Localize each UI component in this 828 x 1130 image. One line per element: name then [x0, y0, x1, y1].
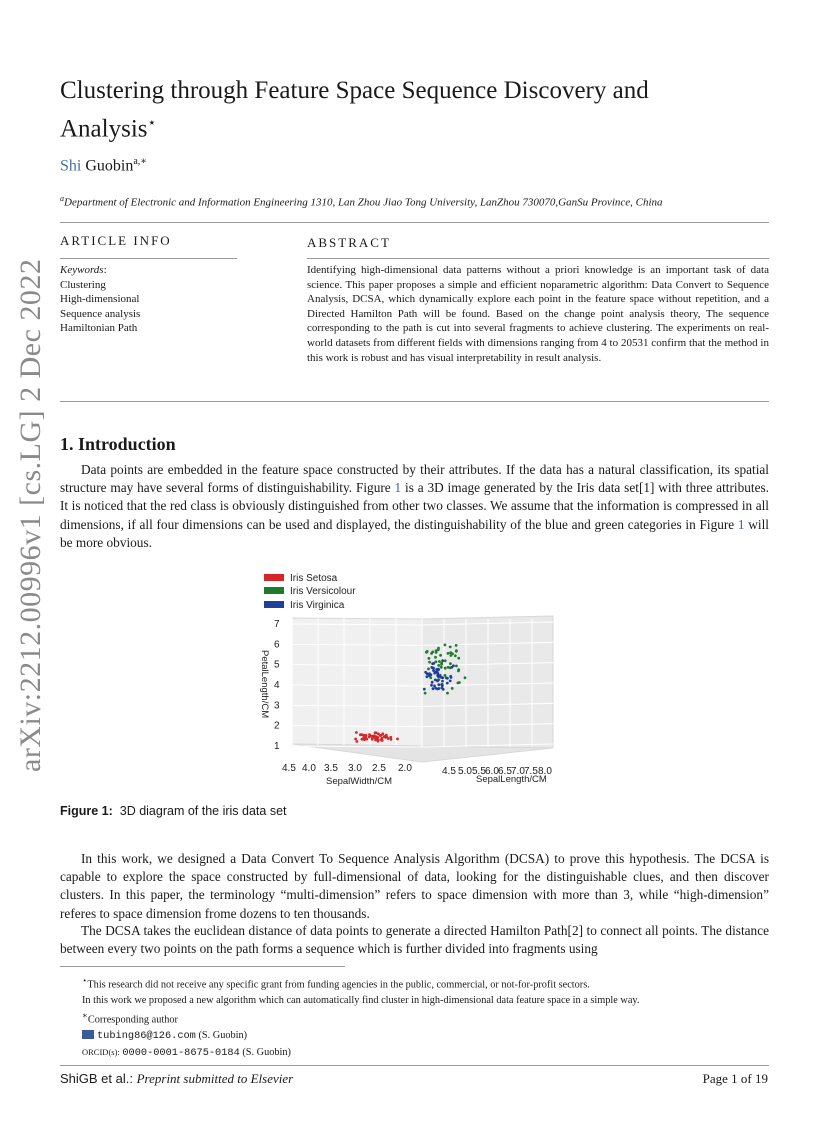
intro-paragraph-3 [60, 922, 769, 958]
divider-bottom [60, 401, 769, 402]
data-point [444, 674, 447, 677]
email-owner: (S. Guobin) [198, 1030, 248, 1042]
data-point [458, 681, 461, 684]
data-point [363, 738, 366, 741]
data-point [434, 656, 437, 659]
data-point [396, 738, 399, 741]
data-point [425, 651, 428, 654]
data-point [440, 666, 443, 669]
z-tick-label: 3 [274, 700, 280, 712]
legend-swatch-virginica [264, 601, 284, 608]
p3-text: The DCSA takes the euclidean distance of data points to generate a directed Hamilton Path[2] to connect all points. The distance between every two points on the path forms a sequence which is further divided into fragments using [60, 923, 769, 957]
data-point [438, 660, 441, 663]
data-point [447, 666, 450, 669]
affiliation-sup: a [60, 194, 64, 203]
affiliation [60, 194, 663, 209]
data-point [437, 664, 440, 667]
data-point [361, 738, 364, 741]
p1-text-a: Data points are embedded in the feature space constructed by their attributes. If the data has a natural classification, its spatial structure may have several forms of distinguishability. Figure [60, 462, 769, 496]
data-point [451, 687, 454, 690]
data-point [432, 687, 435, 690]
p1-text-b: is a 3D image generated by the Iris data set[1] with three attributes. It is noticed that the red class is obviously distinguished from other two classes. We assume that the information is compressed in all dimensions, if all four dimensions can be used and displayed, the distinguishability of the blue and green categories in Figure [60, 480, 769, 532]
data-point [434, 679, 437, 682]
data-point [428, 661, 431, 664]
data-point [428, 657, 431, 660]
orcid-link[interactable]: 0000-0001-8675-0184 [122, 1046, 240, 1059]
data-point [390, 738, 393, 741]
data-point [433, 685, 436, 688]
keyword-item: Sequence analysis [60, 307, 141, 320]
data-point [362, 734, 365, 737]
data-point [374, 736, 377, 739]
divider-top [60, 222, 769, 223]
arxiv-stamp: arXiv:2212.00996v1 [cs.LG] 2 Dec 2022 [14, 258, 47, 772]
affiliation-text: Department of Electronic and Information Engineering 1310, Lan Zhou Jiao Tong University, LanZhou 730070,GanSu Province, China [64, 196, 663, 209]
data-point [449, 680, 452, 683]
keyword-item: Hamiltonian Path [60, 322, 138, 334]
envelope-icon [82, 1030, 94, 1039]
data-point [457, 657, 460, 660]
title-line-1: Clustering through Feature Space Sequence Discovery and [60, 77, 649, 104]
data-point [430, 684, 433, 687]
data-point [452, 664, 455, 667]
footnote-mark: ⋆ [82, 975, 88, 985]
z-tick-label: 6 [274, 639, 280, 651]
y-axis-label: SepalLength/CM [476, 774, 547, 785]
data-point [431, 681, 434, 684]
data-point [449, 662, 452, 665]
x-axis-label: SepalWidth/CM [326, 776, 392, 787]
data-point [455, 665, 458, 668]
footnote-funding [82, 973, 640, 993]
data-point [447, 652, 450, 655]
data-point [455, 644, 458, 647]
data-point [446, 692, 449, 695]
footnote-rule [60, 966, 345, 967]
data-point [439, 654, 442, 657]
z-tick-label: 5 [274, 659, 280, 671]
footer-journal: Preprint submitted to Elsevier [136, 1071, 294, 1086]
y-tick-label: 6.5 [498, 766, 512, 777]
abstract-heading: ABSTRACT [307, 235, 391, 250]
data-point [432, 662, 435, 665]
keyword-item: High-dimensional [60, 293, 140, 305]
email-link[interactable]: tubing86@126.com [97, 1030, 196, 1043]
footnote-corresponding [82, 1008, 640, 1028]
intro-paragraph-2 [60, 850, 769, 923]
data-point [354, 738, 357, 741]
x-tick-labels [282, 763, 412, 774]
data-point [444, 667, 447, 670]
figure-caption-text: 3D diagram of the iris data set [119, 804, 287, 818]
footer-page-number: Page 1 of 19 [702, 1071, 768, 1086]
data-point [371, 738, 374, 741]
figure-caption [60, 804, 287, 818]
keywords-title: Keywords [60, 264, 104, 276]
legend-label-virginica: Iris Virginica [290, 600, 345, 611]
legend-swatch-versicolour [264, 587, 284, 594]
figure-ref-link[interactable]: 1 [737, 516, 745, 532]
legend-swatch-setosa [264, 574, 284, 581]
data-point [454, 654, 457, 657]
footnote-text: Corresponding author [87, 1014, 178, 1026]
abstract-text: Identifying high-dimensional data patterns without a priori knowledge is an important task of data science. This paper proposes a simple and efficient noparametric algorithm: Data Convert to Sequence Analysis, DCSA, which dynamically explore each point in the feature space without repetition, and a Directed Hamilton Path will be found. Based on the change point analysis theory, The sequence corresponding to the path is cut into several fragments to achieve clustering. The experiments on real-world datasets from different fields with dimensions ranging from 4 to 20531 confirm that the method in this work is robust and has visual interpretability in result analysis. [307, 264, 769, 364]
data-point [430, 666, 433, 669]
x-tick-label: 4.5 [282, 763, 296, 774]
data-point [377, 738, 380, 741]
orcid-owner: (S. Guobin) [242, 1046, 291, 1058]
data-point [427, 668, 430, 671]
data-point [449, 675, 452, 678]
data-point [356, 740, 359, 743]
footnote-funding-cont [82, 993, 640, 1009]
data-point [441, 680, 444, 683]
data-point [442, 688, 445, 691]
data-point [444, 644, 447, 647]
figure-caption-label: Figure 1: [60, 804, 113, 818]
data-point [446, 682, 449, 685]
data-point [365, 738, 368, 741]
chart-legend [264, 573, 356, 611]
y-tick-label: 6.0 [485, 766, 499, 777]
abstract-rule [307, 258, 769, 259]
p1-text-c: will be more obvious. [60, 516, 769, 550]
footer-left [60, 1071, 293, 1087]
data-point [435, 668, 438, 671]
x-tick-label: 3.5 [324, 763, 338, 774]
data-point [379, 734, 382, 737]
data-point [368, 736, 371, 739]
data-point [385, 734, 388, 737]
data-point [426, 675, 429, 678]
z-tick-label: 7 [274, 619, 280, 630]
x-tick-label: 2.5 [372, 763, 386, 774]
data-point [437, 683, 440, 686]
data-point [446, 677, 449, 680]
y-tick-label: 7.0 [511, 766, 525, 777]
keywords-block: Keywords: Clustering High-dimensional Sequence analysis Hamiltonian Path [60, 264, 141, 334]
data-point [381, 732, 384, 735]
data-point [437, 648, 440, 651]
data-point [424, 671, 427, 674]
data-point [435, 651, 438, 654]
data-point [436, 672, 439, 675]
z-tick-label: 4 [274, 680, 280, 691]
x-tick-label: 4.0 [302, 763, 316, 774]
x-tick-label: 2.0 [398, 763, 412, 774]
data-point [444, 659, 447, 662]
author-family-name: Guobin [85, 157, 134, 175]
footnote-mark: ∗ [82, 1010, 88, 1021]
section-heading-introduction: 1. Introduction [60, 434, 176, 454]
y-tick-label: 4.5 [442, 766, 456, 777]
intro-paragraph-1 [60, 461, 769, 552]
footnotes [82, 973, 640, 1061]
y-tick-label: 7.5 [524, 766, 538, 777]
y-tick-label: 8.0 [538, 766, 552, 777]
orcid-label: ORCID(s): [82, 1046, 120, 1057]
iris-3d-scatter [250, 566, 580, 790]
x-tick-label: 3.0 [348, 763, 362, 774]
article-info-rule [60, 258, 237, 259]
data-point [375, 731, 378, 734]
data-point [371, 735, 374, 738]
data-point [387, 737, 390, 740]
data-point [457, 670, 460, 673]
legend-label-setosa: Iris Setosa [290, 573, 338, 584]
title-line-2: Analysis [60, 115, 148, 143]
author [60, 156, 147, 175]
data-point [355, 731, 358, 734]
article-info-heading: ARTICLE INFO [60, 233, 172, 248]
footnote-text: In this work we proposed a new algorithm which can automatically find cluster in high-dimensional data feature space in a simple way. [82, 994, 640, 1006]
data-point [449, 646, 452, 649]
data-point [437, 675, 440, 678]
footnote-text: This research did not receive any specific grant from funding agencies in the public, commercial, or not-for-profit sectors. [87, 979, 590, 991]
data-point [424, 692, 427, 695]
data-point [440, 662, 443, 665]
data-point [368, 733, 371, 736]
data-point [430, 652, 433, 655]
data-point [423, 688, 426, 691]
data-point [441, 659, 444, 662]
data-point [455, 650, 458, 653]
data-point [381, 739, 384, 742]
footer-rule [60, 1065, 769, 1066]
keyword-item: Clustering [60, 278, 106, 291]
footnote-orcid [82, 1045, 640, 1062]
y-tick-label: 5.0 [458, 766, 472, 777]
data-point [441, 684, 444, 687]
paper-title [60, 74, 760, 145]
z-axis-label: PetalLength/CM [259, 650, 270, 719]
z-tick-label: 2 [274, 720, 280, 732]
y-tick-label: 5.5 [472, 766, 486, 777]
author-given-name: Shi [60, 157, 82, 175]
data-point [449, 651, 452, 654]
title-footnote-mark: ⋆ [147, 116, 157, 131]
footnote-email [82, 1028, 640, 1045]
data-point [374, 739, 377, 742]
footer-author: ShiGB et al.: [60, 1071, 137, 1086]
data-point [464, 676, 467, 679]
z-tick-labels [274, 619, 280, 752]
p2-text: In this work, we designed a Data Convert To Sequence Analysis Algorithm (DCSA) to prove this hypothesis. The DCSA is capable to explore the space constructed by full-dimensional of data, looking for the distinguishable clues, and then discover clusters. In this paper, the terminology “multi-dimension” refers to space dimension with more than 3, while “high-dimension” referes to space dimension frome dozens to ten thousands. [60, 851, 769, 921]
figure-ref-link[interactable]: 1 [394, 480, 402, 496]
z-tick-label: 1 [274, 741, 280, 752]
data-point [436, 688, 439, 691]
data-point [441, 676, 444, 679]
legend-label-versicolour: Iris Versicolour [290, 586, 356, 597]
author-sup: a,∗ [133, 156, 148, 167]
data-point [450, 654, 453, 657]
